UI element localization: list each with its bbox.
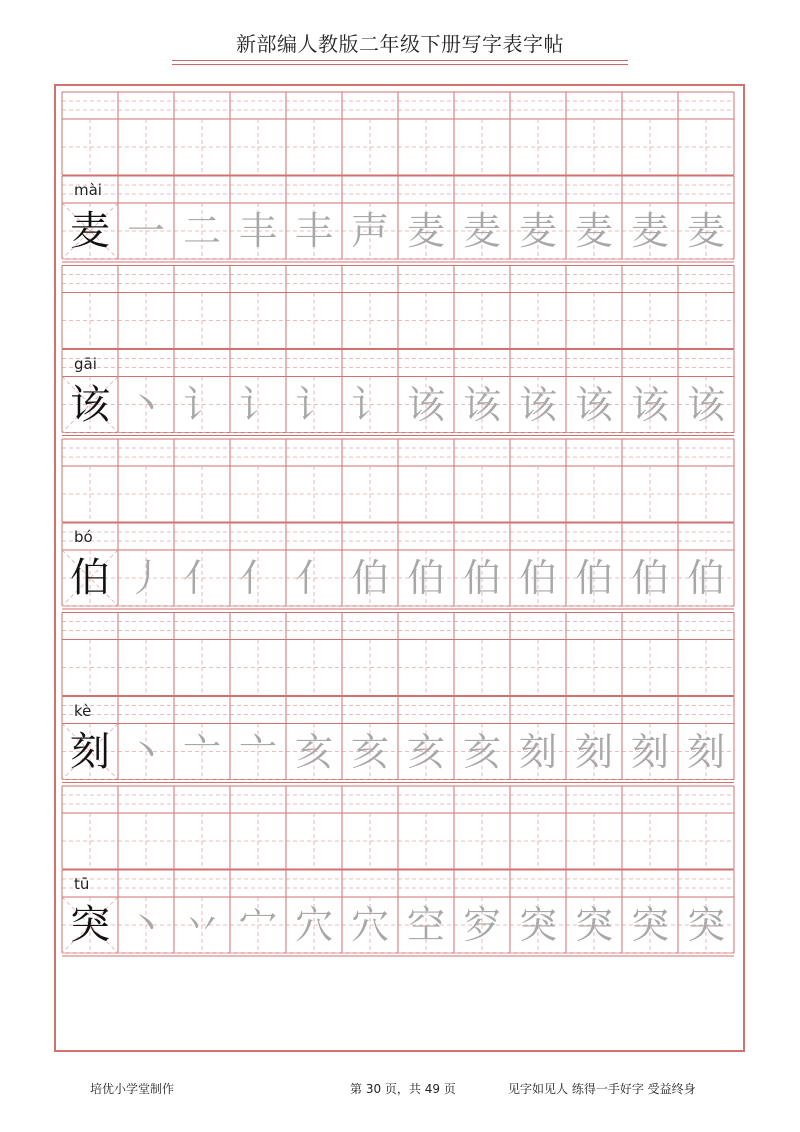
stroke-order-trace: 刻: [574, 729, 613, 774]
pinyin-label: kè: [74, 701, 92, 720]
stroke-order-trace: 穸: [462, 903, 501, 947]
stroke-order-trace: 一: [126, 209, 165, 253]
stroke-order-trace: 麦: [574, 209, 613, 253]
footer-producer: 培优小学堂制作: [90, 1082, 175, 1096]
footer-page-number: 第 30 页，共 49 页: [350, 1082, 456, 1096]
model-character: 麦: [70, 208, 110, 254]
stroke-order-trace: 麦: [630, 209, 669, 253]
stroke-order-trace: 丰: [294, 209, 333, 253]
stroke-order-trace: 麦: [686, 209, 725, 253]
stroke-order-trace: 突: [686, 903, 725, 947]
stroke-order-trace: 伯: [686, 556, 725, 600]
stroke-order-trace: 伯: [574, 556, 613, 600]
stroke-order-trace: 讠: [350, 382, 389, 427]
stroke-order-trace: 突: [574, 903, 613, 947]
stroke-order-trace: 丶: [126, 382, 165, 427]
stroke-order-trace: 该: [630, 382, 669, 427]
stroke-order-trace: 亥: [350, 729, 389, 774]
stroke-order-trace: 亻: [294, 556, 333, 600]
pinyin-label: gāi: [74, 354, 97, 373]
stroke-order-trace: 伯: [518, 556, 557, 600]
page-header: [0, 0, 800, 72]
model-character: 突: [70, 902, 110, 948]
stroke-order-trace: 二: [182, 209, 221, 253]
stroke-order-trace: 伯: [462, 556, 501, 600]
stroke-order-trace: 麦: [462, 209, 501, 253]
stroke-order-trace: 突: [630, 903, 669, 947]
model-character: 该: [70, 381, 110, 428]
stroke-order-trace: 该: [574, 382, 613, 427]
stroke-order-trace: 亥: [462, 729, 501, 774]
pinyin-label: bó: [74, 528, 93, 546]
stroke-order-trace: 亥: [294, 729, 333, 774]
stroke-order-trace: 穴: [294, 903, 333, 947]
stroke-order-trace: 该: [686, 382, 725, 427]
footer-motto: 见字如见人 练得一手好字 受益终身: [508, 1082, 696, 1096]
stroke-order-trace: 亻: [182, 556, 221, 600]
title-underline-thin: [172, 64, 628, 65]
stroke-order-trace: 亠: [182, 729, 221, 774]
stroke-order-trace: 丰: [238, 209, 277, 253]
stroke-order-trace: 讠: [182, 382, 221, 427]
stroke-order-trace: 刻: [630, 729, 669, 774]
stroke-order-trace: 刻: [686, 729, 725, 774]
stroke-order-trace: 伯: [406, 556, 445, 600]
stroke-order-trace: 突: [518, 903, 557, 947]
page-footer: [0, 1080, 800, 1104]
stroke-order-trace: 声: [350, 209, 389, 253]
title-underline: [172, 60, 628, 61]
stroke-order-trace: 亻: [238, 556, 277, 600]
stroke-order-trace: 亥: [406, 729, 445, 774]
stroke-order-trace: 伯: [630, 556, 669, 600]
stroke-order-trace: 讠: [238, 382, 277, 427]
stroke-order-trace: 穴: [350, 903, 389, 947]
stroke-order-trace: 宀: [238, 903, 277, 947]
page-title: 新部编人教版二年级下册写字表字帖: [236, 32, 564, 56]
stroke-order-trace: 刻: [518, 729, 557, 774]
model-character: 刻: [70, 728, 110, 775]
practice-sheet: [54, 84, 745, 1052]
stroke-order-trace: 讠: [294, 382, 333, 427]
stroke-order-trace: 麦: [406, 209, 445, 253]
stroke-order-trace: 该: [518, 382, 557, 427]
stroke-order-trace: 亠: [238, 729, 277, 774]
stroke-order-trace: 麦: [518, 209, 557, 253]
stroke-order-trace: 丶: [126, 903, 165, 947]
stroke-order-trace: 丶: [126, 729, 165, 774]
stroke-order-trace: 丷: [182, 903, 221, 947]
stroke-order-trace: 该: [406, 382, 445, 427]
model-character: 伯: [70, 555, 110, 601]
stroke-order-trace: 空: [406, 903, 445, 947]
stroke-order-trace: 该: [462, 382, 501, 427]
pinyin-label: tū: [74, 875, 90, 893]
stroke-order-trace: 丿: [126, 556, 165, 600]
stroke-order-trace: 伯: [350, 556, 389, 600]
pinyin-label: mài: [74, 181, 102, 199]
